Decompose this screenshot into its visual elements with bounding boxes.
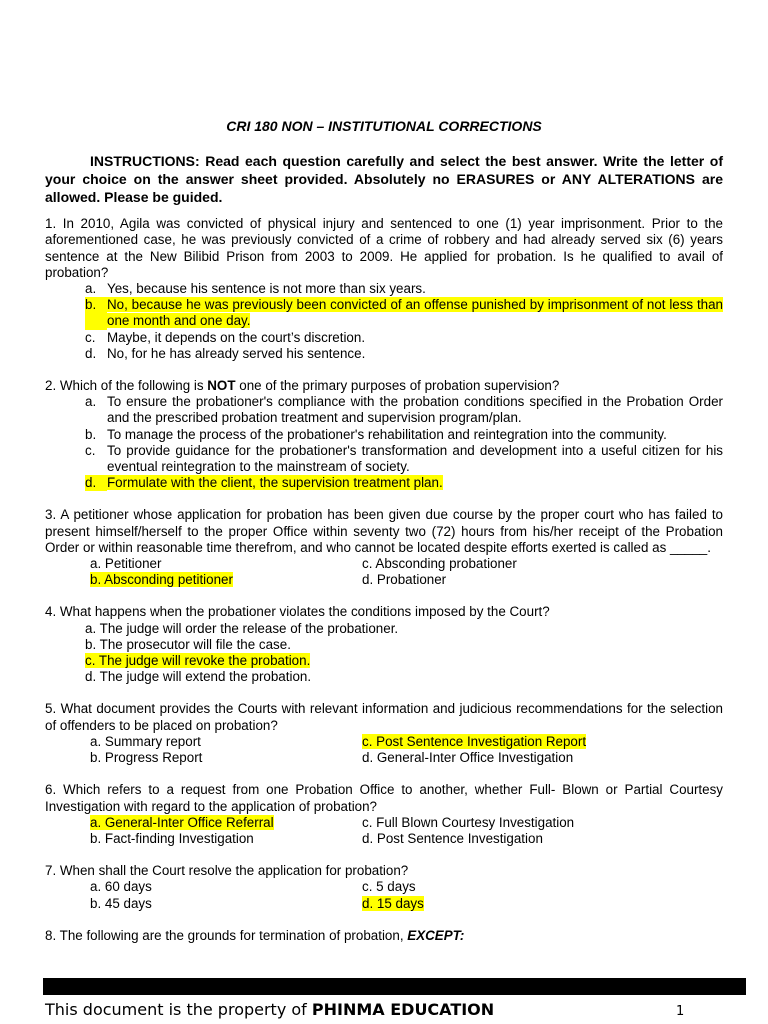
option-b: b. To manage the process of the probationer's rehabilitation and reintegration into the community. [85, 426, 667, 442]
options-grid [90, 879, 723, 911]
option-a: a. Petitioner [90, 556, 162, 572]
question-7 [45, 863, 723, 912]
option-a: a. The judge will order the release of the probationer. [85, 620, 399, 636]
page-number: 1 [676, 1004, 685, 1019]
footer-property-notice: This document is the property of PHINMA EDUCATION [45, 1000, 495, 1019]
option-b: b. Progress Report [90, 750, 203, 766]
option-c: c. To provide guidance for the probationer's transformation and development into a useful citizen for his eventual reintegration to the mainstream of society. [85, 442, 723, 475]
instructions-paragraph [45, 152, 723, 206]
options-grid [90, 556, 723, 588]
option-a: a. Summary report [90, 733, 201, 749]
document-page [45, 118, 723, 944]
option-c: c. Full Blown Courtesy Investigation [362, 814, 575, 830]
question-2 [45, 378, 723, 491]
question-text: 8. The following are the grounds for termination of probation, EXCEPT: [45, 927, 465, 943]
question-text: 2. Which of the following is NOT one of the primary purposes of probation supervision? [45, 378, 560, 394]
question-text: 6. Which refers to a request from one Probation Office to another, whether Full- Blown or Partial Courtesy Investigation with regard to the application of probation? [45, 782, 723, 814]
option-c-answer: c. Post Sentence Investigation Report [362, 733, 587, 749]
question-5 [45, 701, 723, 766]
option-d: d. The judge will extend the probation. [85, 669, 312, 685]
option-a: a. To ensure the probationer's compliance with the probation conditions specified in the Probation Order and the prescribed probation treatment and supervision program/plan. [85, 394, 723, 426]
question-4 [45, 604, 723, 685]
question-6 [45, 782, 723, 847]
question-text: 5. What document provides the Courts with relevant information and judicious recommendations for the selection of offenders to be placed on probation? [45, 701, 723, 733]
option-d: d. No, for he has already served his sentence. [85, 345, 366, 361]
question-8 [45, 928, 723, 944]
option-d: d. General-Inter Office Investigation [362, 750, 574, 766]
option-a: a. 60 days [90, 879, 152, 895]
document-title: CRI 180 NON – INSTITUTIONAL CORRECTIONS [226, 118, 542, 134]
options-grid [90, 734, 723, 766]
option-b: b. Fact-finding Investigation [90, 830, 254, 846]
option-d-answer: d. Formulate with the client, the supervision treatment plan. [85, 475, 443, 491]
option-d: d. Probationer [362, 572, 447, 588]
option-b-answer: b. No, because he was previously been convicted of an offense punished by imprisonment of not less than one month and one day. [85, 297, 723, 329]
option-c: c. Maybe, it depends on the court’s discretion. [85, 329, 366, 345]
option-b: b. 45 days [90, 895, 152, 911]
question-text: 4. What happens when the probationer violates the conditions imposed by the Court? [45, 604, 550, 620]
option-c-answer: c. The judge will revoke the probation. [85, 653, 311, 669]
option-c: c. 5 days [362, 879, 416, 895]
question-3 [45, 507, 723, 588]
option-b: b. The prosecutor will file the case. [85, 636, 291, 652]
option-d: d. Post Sentence Investigation [362, 830, 543, 846]
option-b-answer: b. Absconding petitioner [90, 572, 233, 588]
footer-bar [43, 978, 746, 995]
options-grid [90, 815, 723, 847]
option-d-answer: d. 15 days [362, 895, 424, 911]
question-text: 1. In 2010, Agila was convicted of physical injury and sentenced to one (1) year imprisonment. Prior to the aforementioned case, he was previously convicted of a crime of robbery and had already served six (6) years sentence at the New Bilibid Prison from 2003 to 2009. He applied for probation. Is he qualified to avail of probation? [45, 216, 723, 280]
option-c: c. Absconding probationer [362, 556, 517, 572]
options-list [85, 621, 723, 686]
instructions-text: INSTRUCTIONS: Read each question carefully and select the best answer. Write the letter of your choice on the answer sheet provided. Absolutely no ERASURES or ANY ALTERATIONS are allowed. Please be guided. [45, 153, 723, 206]
question-1 [45, 216, 723, 362]
option-a-answer: a. General-Inter Office Referral [90, 814, 274, 830]
question-text: 7. When shall the Court resolve the application for probation? [45, 863, 409, 879]
question-text: 3. A petitioner whose application for probation has been given due course by the proper court who has failed to present himself/herself to the proper Office within seventy two (72) hours from his/her receipt of the Probation Order or within reasonable time therefrom, and who cannot be located despite efforts exerted is called as _____. [45, 507, 723, 555]
option-a: a. Yes, because his sentence is not more than six years. [85, 281, 426, 297]
